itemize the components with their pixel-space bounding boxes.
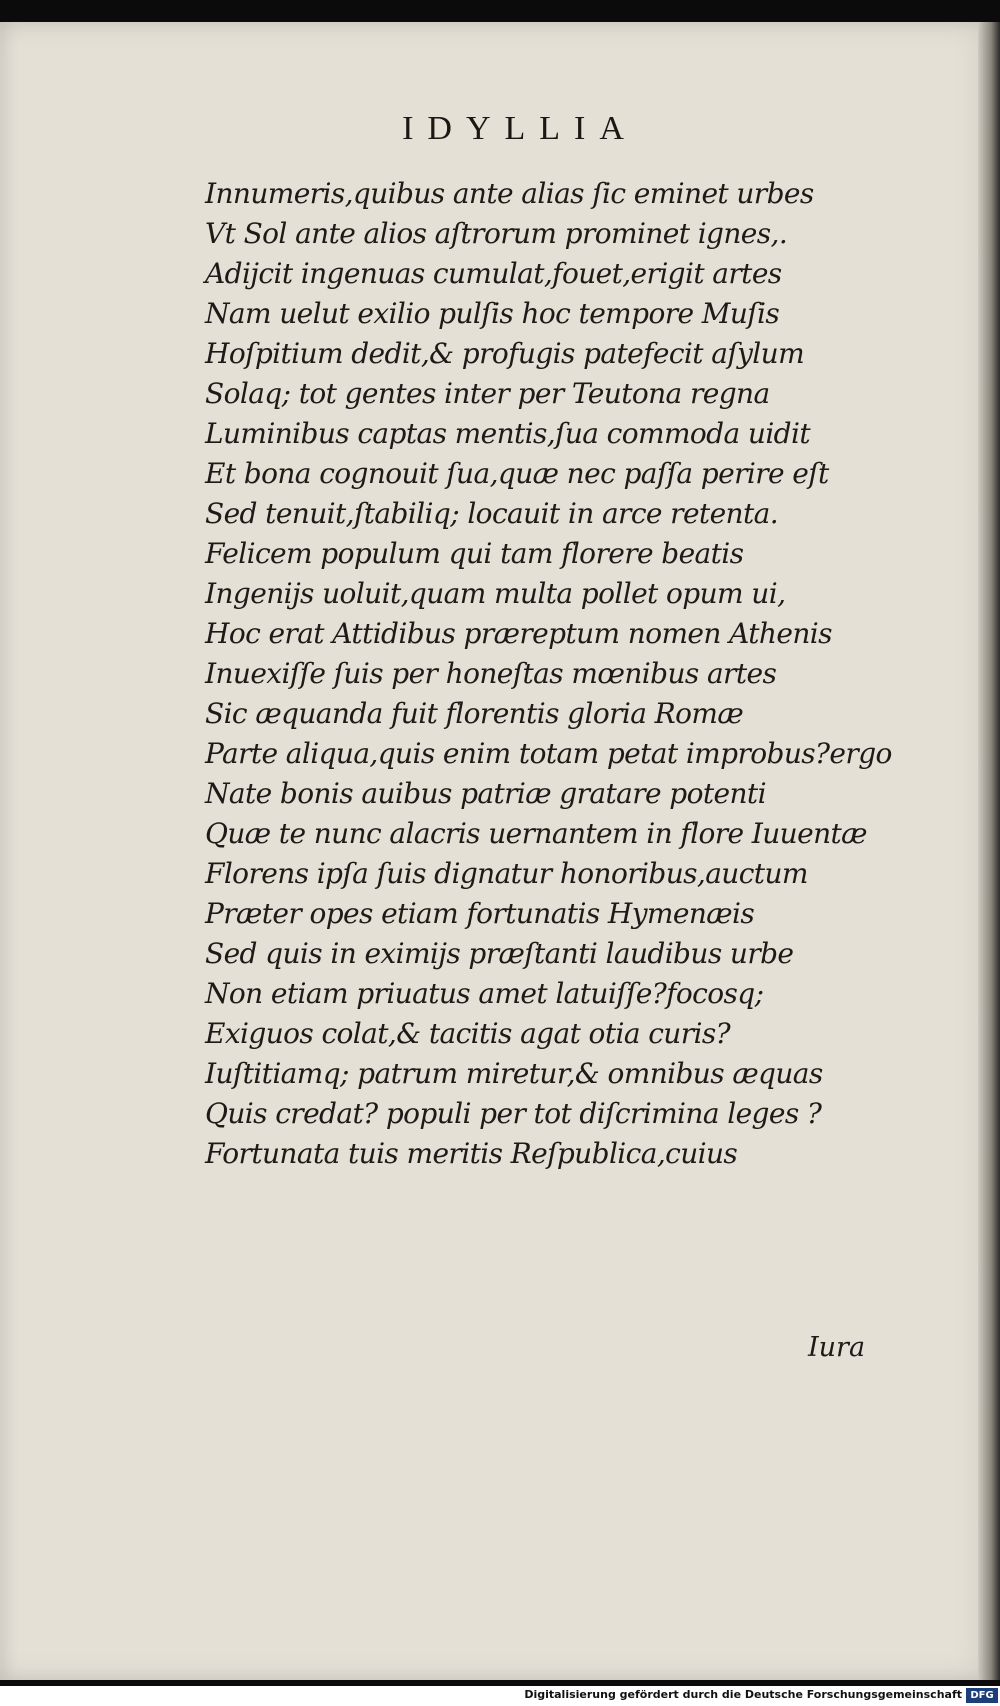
verse-line: Sed quis in eximijs præſtanti laudibus urbe (205, 937, 794, 970)
page-gutter (978, 22, 1000, 1680)
verse-line: Non etiam priuatus amet latuiſſe?focosq; (205, 977, 764, 1010)
verse-line: Hoc erat Attidibus præreptum nomen Athenis (205, 617, 832, 650)
dfg-logo: DFG (966, 1688, 998, 1703)
verse-line: Florens ipſa ſuis dignatur honoribus,auctum (205, 857, 808, 890)
verse-line: Quis credat? populi per tot diſcrimina leges ? (205, 1097, 822, 1130)
verse-line: Felicem populum qui tam florere beatis (205, 537, 744, 570)
verse-line: Parte aliqua,quis enim totam petat improbus?ergo (205, 737, 892, 770)
funding-credit: Digitalisierung gefördert durch die Deutsche Forschungsgemeinschaft (524, 1688, 962, 1701)
verse-line: Sic æquanda fuit florentis gloria Romæ (205, 697, 744, 730)
verse-line: Præter opes etiam fortunatis Hymenæis (205, 897, 755, 930)
verse-line: Exiguos colat,& tacitis agat otia curis? (205, 1017, 731, 1050)
verse-block (205, 174, 892, 1174)
verse-line: Nate bonis auibus patriæ gratare potenti (205, 777, 766, 810)
verse-line: Sed tenuit,ſtabiliq; locauit in arce retenta. (205, 497, 779, 530)
verse-line: Fortunata tuis meritis Reſpublica,cuius (205, 1137, 738, 1170)
verse-line: Adijcit ingenuas cumulat,fouet,erigit artes (205, 257, 782, 290)
catchword: Iura (808, 1332, 866, 1363)
verse-line: Et bona cognouit ſua,quæ nec paſſa perire eſt (205, 457, 829, 490)
verse-line: Nam uelut exilio pulſis hoc tempore Muſis (205, 297, 780, 330)
digitization-footer (0, 1686, 1000, 1706)
verse-line: Innumeris,quibus ante alias ſic eminet urbes (205, 177, 814, 210)
verse-line: Ingenijs uoluit,quam multa pollet opum ui, (205, 577, 786, 610)
verse-line: Hoſpitium dedit,& profugis patefecit aſylum (205, 337, 805, 370)
verse-line: Inuexiſſe ſuis per honeſtas mœnibus artes (205, 657, 777, 690)
verse-line: Vt Sol ante alios aſtrorum prominet ignes,. (205, 217, 788, 250)
running-head: IDYLLIA (402, 110, 638, 147)
verse-line: Iuſtitiamq; patrum miretur,& omnibus æquas (205, 1057, 823, 1090)
verse-line: Solaq; tot gentes inter per Teutona regna (205, 377, 770, 410)
verse-line: Quæ te nunc alacris uernantem in flore Iuuentæ (205, 817, 867, 850)
book-page (0, 22, 1000, 1680)
verse-line: Luminibus captas mentis,ſua commoda uidit (205, 417, 811, 450)
